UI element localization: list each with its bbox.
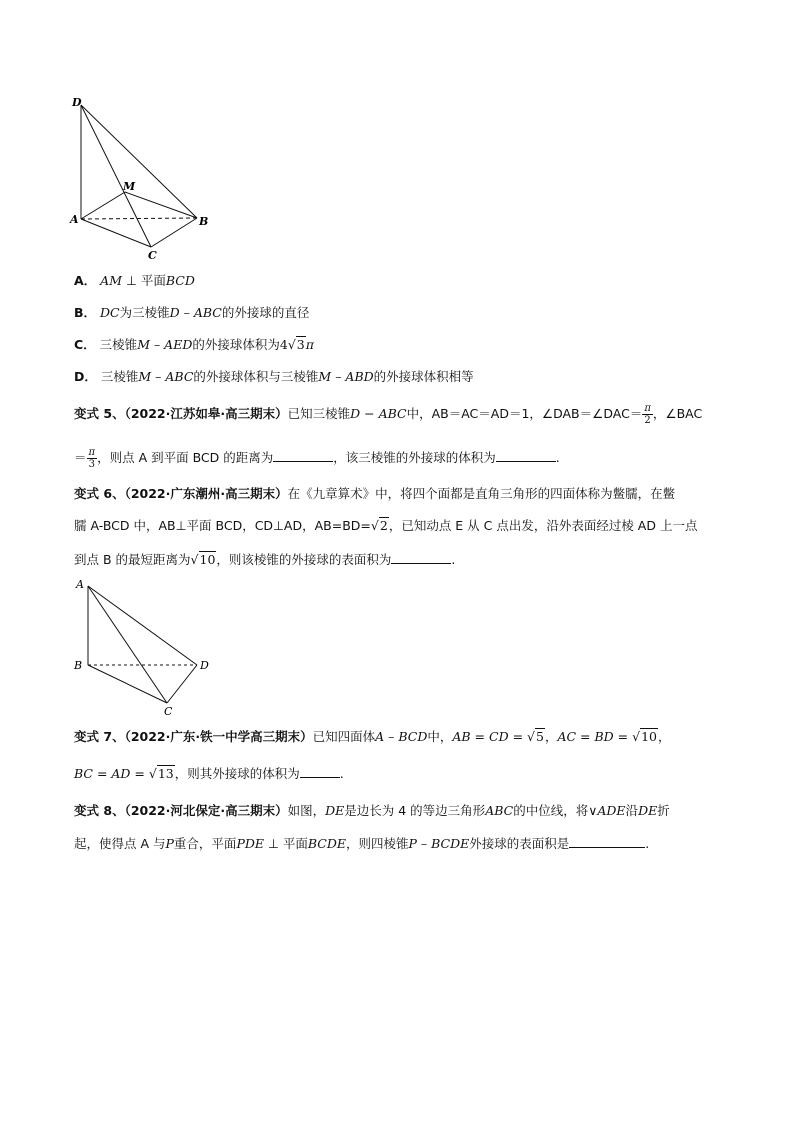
- v5-line2: ＝ $\frac{\pi}{3}$ ，则点 A 到平面 BCD 的距离为 ，该三棱锥的外接球的体积为 .: [74, 447, 560, 470]
- sqrt-expression: √2: [370, 518, 388, 533]
- answer-blank[interactable]: [496, 449, 556, 462]
- v6-line3: 到点 B 的最短距离为√10，则该棱锥的外接球的表面积为 .: [74, 552, 456, 567]
- v6-line2: 臑 A-BCD 中，AB⊥平面 BCD，CD⊥AD，AB=BD=√2，已知动点 E 从 C 点出发，沿外表面经过棱 AD 上一点: [74, 518, 698, 533]
- edge-ab-hidden: [81, 218, 197, 219]
- figure-tetrahedron-abcd: [70, 576, 220, 718]
- sqrt-expression: √13: [148, 766, 174, 781]
- option-letter: B．: [74, 305, 97, 320]
- v5-label: 变式 5: [74, 406, 113, 421]
- fraction-pi-over-2: $\frac{\pi}{2}$: [644, 403, 651, 426]
- v8-line1: 变式 8、（2022·河北保定·高三期末）如图，DE是边长为 4 的等边三角形ABC的中位线，将∨ADE沿DE折: [74, 803, 670, 818]
- option-a: A． AM ⊥ 平面BCD: [74, 273, 195, 288]
- v7-source: 、（2022·广东·铁一中学高三期末）: [112, 729, 313, 744]
- label-a: A: [70, 213, 79, 226]
- v6-line1: 变式 6、（2022·广东潮州·高三期末）在《九章算术》中，将四个面都是直角三角形的四面体称为鳖臑，在鳖: [74, 486, 676, 501]
- answer-blank[interactable]: [569, 835, 645, 848]
- edge-ac: [81, 219, 151, 247]
- v5-line1: 变式 5、（2022·江苏如皋·高三期末）已知三棱锥D − ABC中，AB＝AC＝AD＝1，∠DAB＝∠DAC＝ $\frac{\pi}{2}$ ，∠BAC: [74, 403, 703, 426]
- edge-db: [81, 105, 197, 218]
- v5-source: 、（2022·江苏如皋·高三期末）: [112, 406, 288, 421]
- answer-blank[interactable]: [273, 449, 333, 462]
- label-d: D: [72, 96, 82, 109]
- option-letter: C．: [74, 337, 96, 352]
- edge-dc: [81, 105, 151, 247]
- option-d: D． 三棱锥M – ABC的外接球体积与三棱锥M – ABD的外接球体积相等: [74, 369, 474, 384]
- answer-blank[interactable]: [300, 765, 340, 778]
- segment-am: [81, 192, 125, 219]
- label-m: M: [123, 180, 136, 193]
- sqrt-expression: √10: [632, 729, 657, 744]
- edge-cd: [167, 665, 197, 703]
- v6-label: 变式 6: [74, 486, 113, 501]
- v7-label: 变式 7: [74, 729, 113, 744]
- edge-cb: [151, 218, 197, 247]
- v7-line1: 变式 7、（2022·广东·铁一中学高三期末）已知四面体A – BCD中，AB = CD = √5，AC = BD = √10，: [74, 729, 671, 744]
- label-c: C: [164, 705, 173, 718]
- sqrt-expression: √5: [527, 729, 544, 744]
- fraction-pi-over-3: $\frac{\pi}{3}$: [88, 447, 96, 470]
- sqrt-expression: √3: [287, 337, 305, 352]
- label-b: B: [74, 659, 83, 672]
- edge-ad: [88, 586, 197, 665]
- v7-line2: BC = AD = √13，则其外接球的体积为 .: [74, 766, 344, 781]
- v8-source: 、（2022·河北保定·高三期末）: [112, 803, 288, 818]
- figure-tetrahedron-dabc: [66, 92, 216, 260]
- option-c: C． 三棱锥M – AED的外接球体积为4√3π: [74, 337, 314, 352]
- edge-ac: [88, 586, 167, 703]
- edge-bc: [88, 665, 167, 703]
- option-b: B． DC为三棱锥D – ABC的外接球的直径: [74, 305, 310, 320]
- option-letter: D．: [74, 369, 97, 384]
- label-c: C: [148, 249, 157, 260]
- answer-blank[interactable]: [391, 551, 451, 564]
- label-b: B: [199, 215, 209, 228]
- v8-label: 变式 8: [74, 803, 113, 818]
- v8-line2: 起，使得点 A 与P重合，平面PDE ⊥ 平面BCDE，则四棱锥P – BCDE外接球的表面积是 .: [74, 836, 650, 851]
- label-d: D: [200, 659, 209, 672]
- segment-mb: [125, 192, 197, 218]
- option-letter: A．: [74, 273, 97, 288]
- v6-source: 、（2022·广东潮州·高三期末）: [112, 486, 288, 501]
- sqrt-expression: √10: [190, 552, 216, 567]
- label-a: A: [76, 578, 84, 591]
